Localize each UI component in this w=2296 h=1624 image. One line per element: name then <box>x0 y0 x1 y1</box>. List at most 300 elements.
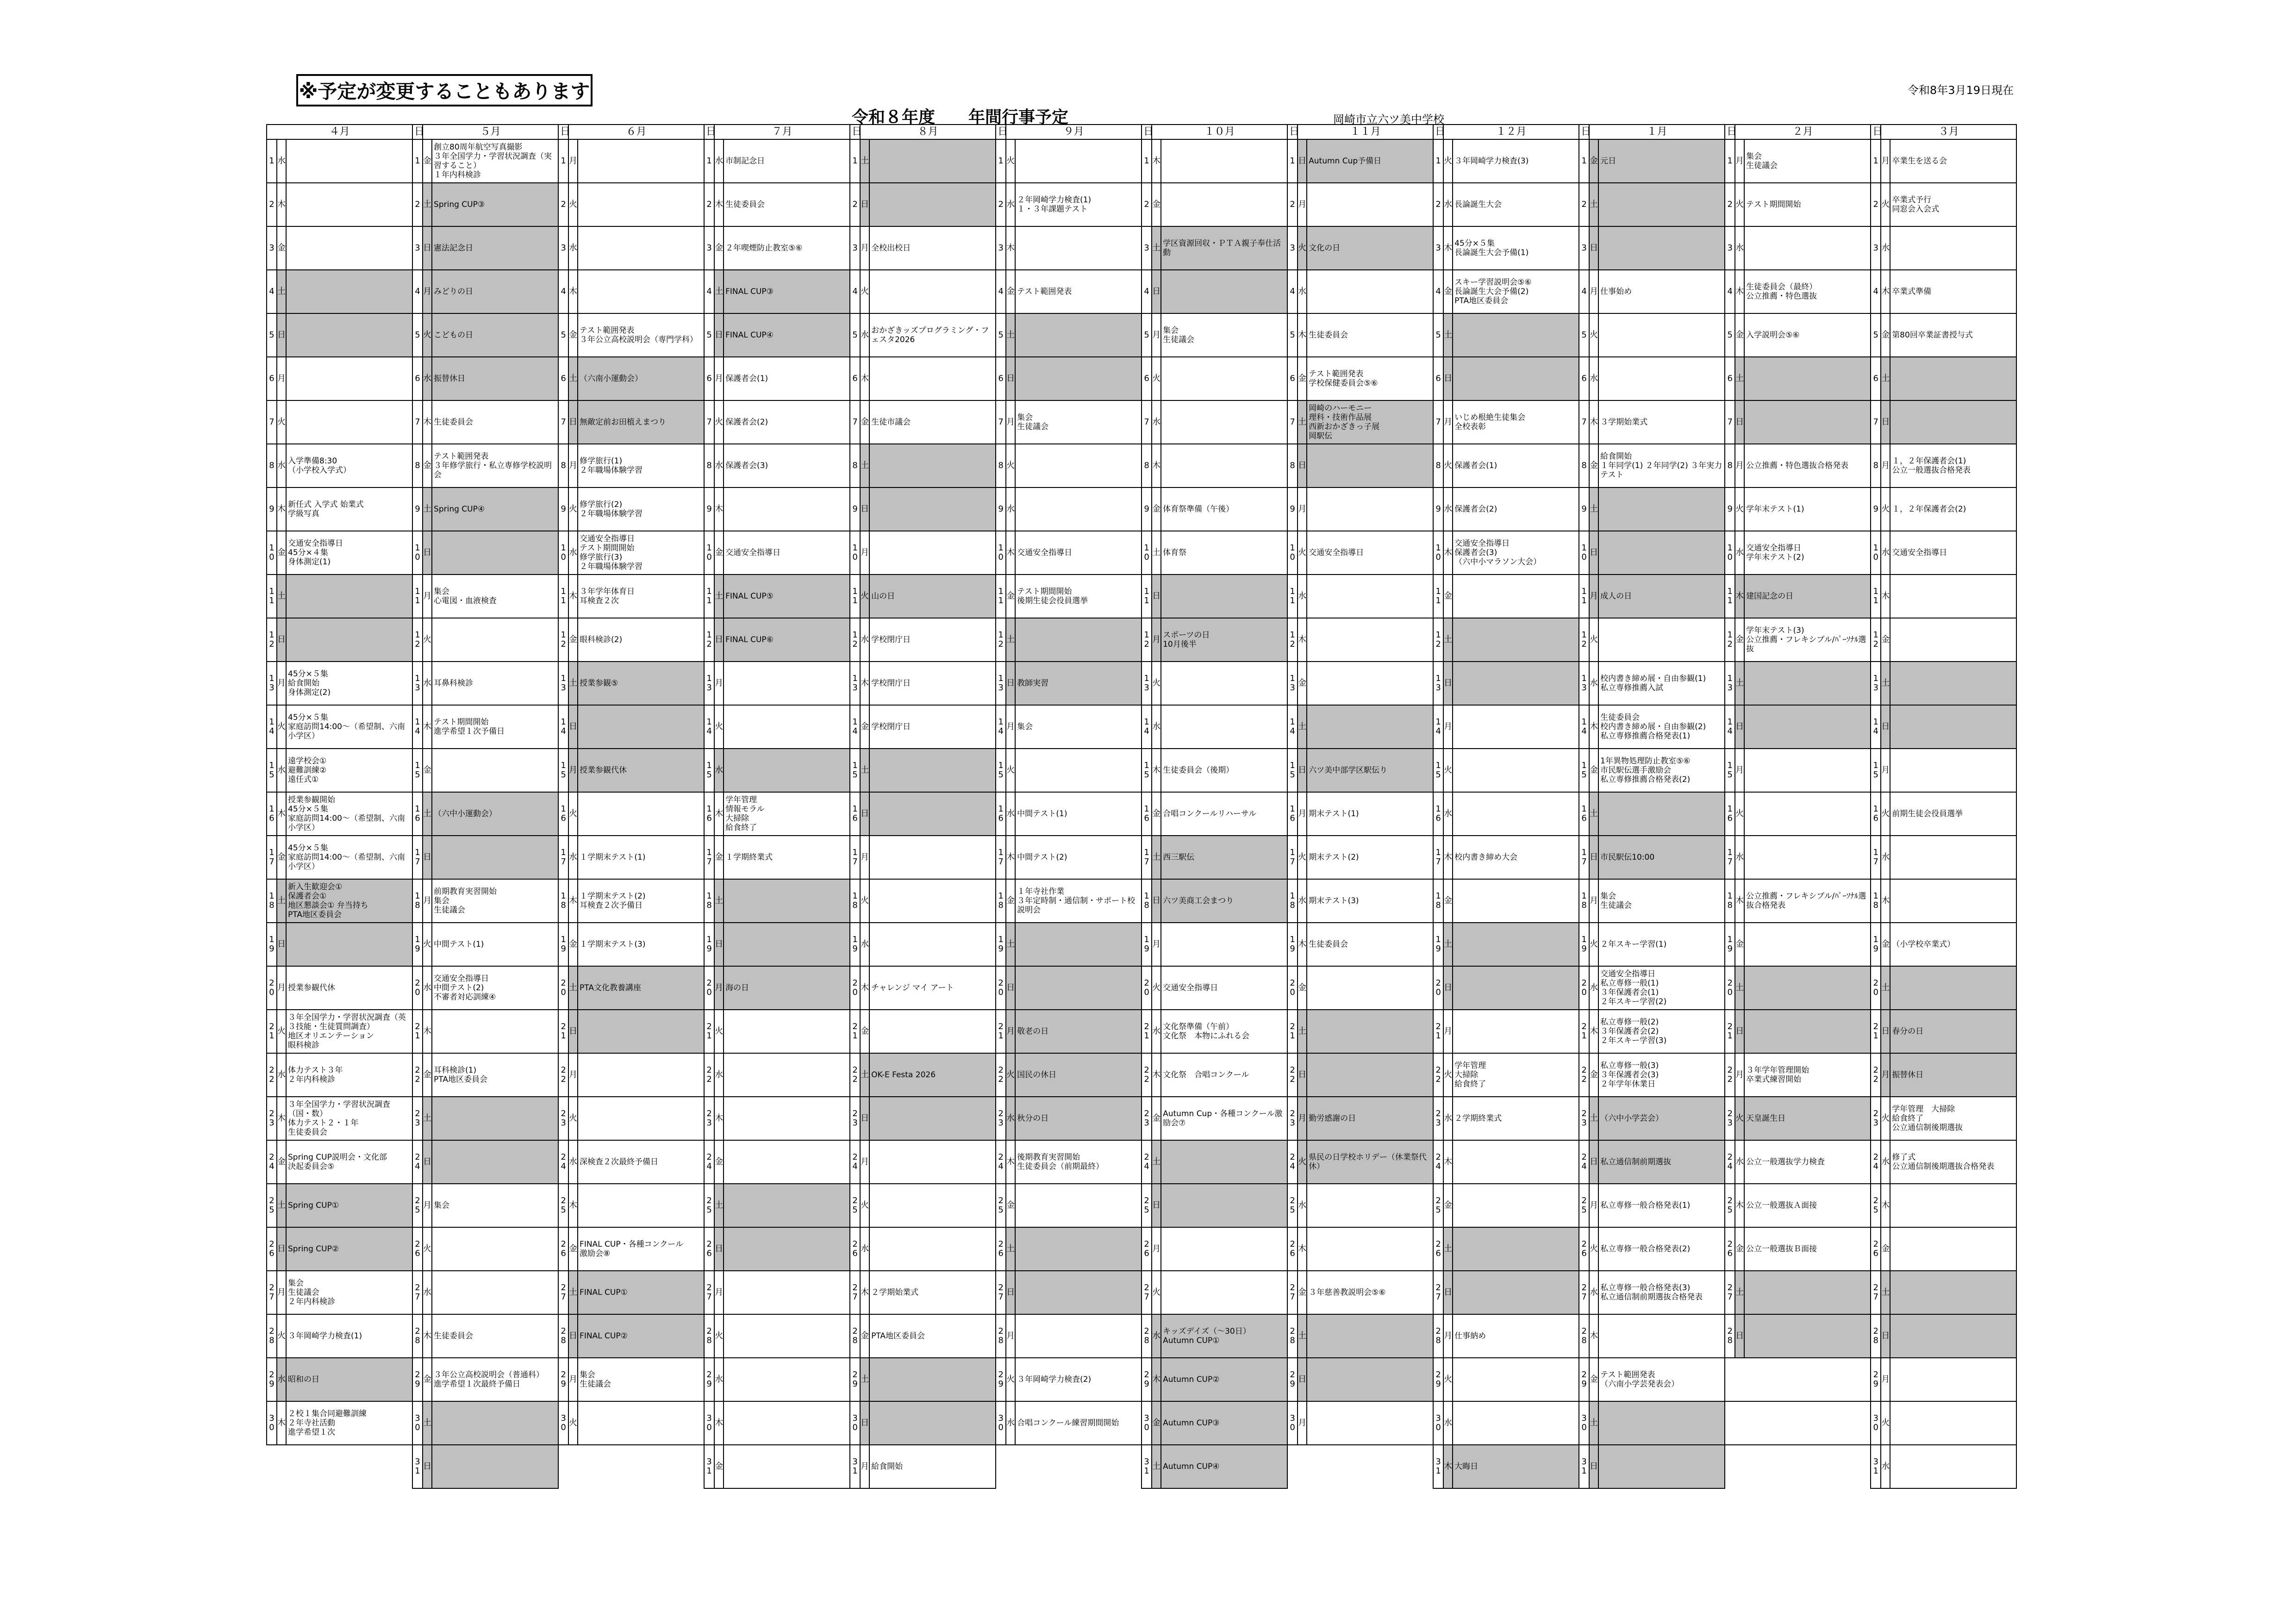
weekday-cell: 木 <box>1443 226 1453 270</box>
weekday-cell: 木 <box>423 705 432 749</box>
event-cell <box>724 1401 850 1445</box>
day-row <box>267 966 2016 1010</box>
date-cell: 28 <box>1287 1314 1298 1358</box>
date-cell: 16 <box>704 792 714 836</box>
weekday-cell: 日 <box>1589 226 1598 270</box>
event-cell <box>1453 879 1579 923</box>
weekday-cell: 日 <box>1881 1314 1890 1358</box>
date-cell: 22 <box>1433 1053 1443 1097</box>
weekday-cell: 土 <box>1589 792 1598 836</box>
day-header: 日 <box>1725 125 1735 139</box>
event-cell: テスト期間開始 <box>1744 183 1871 226</box>
event-cell <box>1598 618 1725 662</box>
day-header: 日 <box>1287 125 1298 139</box>
date-cell: 21 <box>558 1010 568 1053</box>
event-cell: 長論誕生大会 <box>1453 183 1579 226</box>
date-cell: 7 <box>996 400 1006 444</box>
weekday-cell: 木 <box>1298 1227 1307 1271</box>
event-cell: 前期生徒会役員選挙 <box>1890 792 2016 836</box>
event-cell: １年寺社作業 ３年定時制・通信制・サポート校説明会 <box>1015 879 1142 923</box>
date-cell: 8 <box>850 444 860 487</box>
event-cell: FINAL CUP① <box>578 1271 704 1314</box>
weekday-cell: 金 <box>1735 1227 1744 1271</box>
event-cell: Autumn Cup予備日 <box>1307 139 1433 183</box>
weekday-cell: 月 <box>423 270 432 313</box>
weekday-cell: 金 <box>1152 1401 1161 1445</box>
weekday-cell: 日 <box>1735 1314 1744 1358</box>
weekday-cell: 土 <box>1152 1140 1161 1184</box>
event-cell: 生徒委員会 校内書き締め展・自由参観(2) 私立専修推薦合格発表(1) <box>1598 705 1725 749</box>
event-cell: 大晦日 <box>1453 1445 1579 1488</box>
weekday-cell: 金 <box>1735 313 1744 357</box>
event-cell <box>724 1314 850 1358</box>
weekday-cell: 月 <box>860 226 869 270</box>
date-cell: 25 <box>1287 1184 1298 1227</box>
weekday-cell: 水 <box>277 139 286 183</box>
date-cell: 12 <box>1579 618 1589 662</box>
weekday-cell: 月 <box>1881 139 1890 183</box>
date-cell: 15 <box>1433 749 1443 792</box>
event-cell <box>1161 1184 1287 1227</box>
event-cell: ３年岡崎学力検査(1) <box>286 1314 412 1358</box>
date-cell: 19 <box>1871 923 1881 966</box>
event-cell <box>1307 618 1433 662</box>
date-cell: 26 <box>1433 1227 1443 1271</box>
date-cell: 28 <box>1871 1314 1881 1358</box>
date-cell: 7 <box>1433 400 1443 444</box>
weekday-cell: 水 <box>1443 183 1453 226</box>
weekday-cell: 金 <box>1298 662 1307 705</box>
date-cell: 2 <box>1725 183 1735 226</box>
event-cell: 中間テスト(2) <box>1015 836 1142 879</box>
event-cell: 生徒委員会 <box>724 183 850 226</box>
date-cell: 23 <box>996 1097 1006 1140</box>
weekday-cell: 土 <box>860 139 869 183</box>
event-cell <box>869 357 996 400</box>
date-cell: 11 <box>1725 575 1735 618</box>
date-cell: 18 <box>1287 879 1298 923</box>
event-cell: Autumn CUP③ <box>1161 1401 1287 1445</box>
weekday-cell: 金 <box>1589 1053 1598 1097</box>
event-cell: みどりの日 <box>432 270 558 313</box>
event-cell: ３年公立高校説明会（普通科） 進学希望１次最終予備日 <box>432 1358 558 1401</box>
empty-cell <box>1287 1445 1433 1488</box>
weekday-cell: 水 <box>860 618 869 662</box>
date-cell: 1 <box>1433 139 1443 183</box>
date-cell: 13 <box>267 662 277 705</box>
weekday-cell: 土 <box>277 575 286 618</box>
weekday-cell: 月 <box>860 531 869 575</box>
weekday-cell: 木 <box>1443 836 1453 879</box>
event-cell <box>1015 357 1142 400</box>
date-cell: 22 <box>1287 1053 1298 1097</box>
weekday-cell: 木 <box>423 1314 432 1358</box>
event-cell <box>869 139 996 183</box>
weekday-cell: 金 <box>1006 575 1015 618</box>
date-cell: 2 <box>704 183 714 226</box>
weekday-cell: 土 <box>423 792 432 836</box>
weekday-cell: 水 <box>1589 966 1598 1010</box>
date-cell: 6 <box>1142 357 1152 400</box>
weekday-cell: 火 <box>1006 1358 1015 1401</box>
weekday-cell: 金 <box>1443 575 1453 618</box>
weekday-cell: 土 <box>277 270 286 313</box>
event-cell: 新入生歓迎会① 保護者会① 地区懇談会① 弁当持ち PTA地区委員会 <box>286 879 412 923</box>
date-cell: 22 <box>1725 1053 1735 1097</box>
date-cell: 13 <box>1433 662 1443 705</box>
date-cell: 16 <box>996 792 1006 836</box>
weekday-cell: 土 <box>1589 1401 1598 1445</box>
event-cell: テスト範囲発表 （六南小学芸発表会） <box>1598 1358 1725 1401</box>
event-cell: 文化祭準備（午前） 文化祭 本物にふれる会 <box>1161 1010 1287 1053</box>
day-header: 日 <box>1433 125 1443 139</box>
date-cell: 3 <box>267 226 277 270</box>
event-cell: 西三駅伝 <box>1161 836 1287 879</box>
date-cell: 1 <box>558 139 568 183</box>
date-cell: 11 <box>1579 575 1589 618</box>
weekday-cell: 土 <box>860 444 869 487</box>
date-cell: 2 <box>1433 183 1443 226</box>
event-cell <box>1453 575 1579 618</box>
event-cell: 保護者会(1) <box>724 357 850 400</box>
event-cell <box>1453 1358 1579 1401</box>
weekday-cell: 火 <box>277 1314 286 1358</box>
event-cell <box>1890 1445 2016 1488</box>
event-cell: 交通安全指導日 45分×４集 身体測定(1) <box>286 531 412 575</box>
date-cell: 12 <box>1871 618 1881 662</box>
weekday-cell: 木 <box>714 487 724 531</box>
event-cell <box>1453 618 1579 662</box>
date-cell: 12 <box>1142 618 1152 662</box>
date-cell: 4 <box>850 270 860 313</box>
date-cell: 30 <box>1871 1401 1881 1445</box>
weekday-cell: 月 <box>714 966 724 1010</box>
weekday-cell: 火 <box>1443 139 1453 183</box>
event-cell <box>1453 662 1579 705</box>
date-cell: 29 <box>558 1358 568 1401</box>
weekday-cell: 火 <box>423 618 432 662</box>
event-cell: 市制記念日 <box>724 139 850 183</box>
weekday-cell: 月 <box>568 1358 578 1401</box>
date-cell: 21 <box>1725 1010 1735 1053</box>
date-cell: 28 <box>704 1314 714 1358</box>
event-cell <box>1890 879 2016 923</box>
weekday-cell: 木 <box>714 1401 724 1445</box>
event-cell: 交通安全指導日 保護者会(3) （六中小マラソン大会） <box>1453 531 1579 575</box>
date-cell: 6 <box>1871 357 1881 400</box>
weekday-cell: 土 <box>860 749 869 792</box>
event-cell: テスト範囲発表 学校保健委員会⑤⑥ <box>1307 357 1433 400</box>
date-cell: 10 <box>558 531 568 575</box>
weekday-cell: 金 <box>1881 1227 1890 1271</box>
date-cell: 8 <box>704 444 714 487</box>
date-cell: 13 <box>558 662 568 705</box>
weekday-cell: 金 <box>714 226 724 270</box>
event-cell <box>578 1053 704 1097</box>
weekday-cell: 日 <box>1443 662 1453 705</box>
weekday-cell: 火 <box>1152 1271 1161 1314</box>
date-cell: 5 <box>996 313 1006 357</box>
event-cell: 生徒委員会 <box>432 1314 558 1358</box>
date-cell: 5 <box>850 313 860 357</box>
date-cell: 24 <box>267 1140 277 1184</box>
weekday-cell: 水 <box>1443 1401 1453 1445</box>
date-cell: 11 <box>267 575 277 618</box>
empty-cell <box>1725 1358 1871 1401</box>
event-cell: 耳鼻科検診 <box>432 662 558 705</box>
date-cell: 10 <box>267 531 277 575</box>
weekday-cell: 金 <box>423 1358 432 1401</box>
date-cell: 13 <box>412 662 423 705</box>
date-cell: 26 <box>1725 1227 1735 1271</box>
weekday-cell: 日 <box>1589 836 1598 879</box>
date-cell: 22 <box>1142 1053 1152 1097</box>
weekday-cell: 木 <box>1152 139 1161 183</box>
header-row <box>267 125 2016 139</box>
date-cell: 11 <box>996 575 1006 618</box>
day-row <box>267 1314 2016 1358</box>
event-cell: 山の日 <box>869 575 996 618</box>
event-cell <box>1307 966 1433 1010</box>
weekday-cell: 水 <box>1298 879 1307 923</box>
weekday-cell: 金 <box>1589 444 1598 487</box>
weekday-cell: 金 <box>1735 618 1744 662</box>
date-cell: 26 <box>996 1227 1006 1271</box>
event-cell <box>1890 705 2016 749</box>
weekday-cell: 金 <box>1298 1271 1307 1314</box>
weekday-cell: 火 <box>1152 357 1161 400</box>
date-cell: 20 <box>412 966 423 1010</box>
event-cell <box>869 1401 996 1445</box>
date-cell: 30 <box>1287 1401 1298 1445</box>
date-cell: 15 <box>1579 749 1589 792</box>
date-cell: 1 <box>1287 139 1298 183</box>
event-cell <box>1453 1010 1579 1053</box>
weekday-cell: 月 <box>1006 705 1015 749</box>
date-cell: 29 <box>1287 1358 1298 1401</box>
event-cell: 深検査２次最終予備日 <box>578 1140 704 1184</box>
weekday-cell: 火 <box>423 313 432 357</box>
weekday-cell: 日 <box>860 487 869 531</box>
date-cell: 14 <box>1287 705 1298 749</box>
date-cell: 7 <box>1579 400 1589 444</box>
event-cell: 給食開始 １年同学(1) ２年同学(2) ３年実力テスト <box>1598 444 1725 487</box>
annual-schedule-table <box>266 124 2017 1489</box>
event-cell <box>578 1097 704 1140</box>
event-cell <box>1161 1227 1287 1271</box>
event-cell <box>1307 662 1433 705</box>
event-cell: 集会 生徒議会 <box>578 1358 704 1401</box>
event-cell <box>1161 357 1287 400</box>
weekday-cell: 水 <box>1006 792 1015 836</box>
weekday-cell: 日 <box>1006 966 1015 1010</box>
weekday-cell: 金 <box>860 1010 869 1053</box>
date-cell: 15 <box>1871 749 1881 792</box>
date-cell: 7 <box>1142 400 1152 444</box>
weekday-cell: 火 <box>1735 792 1744 836</box>
event-cell <box>1161 400 1287 444</box>
weekday-cell: 水 <box>1735 836 1744 879</box>
weekday-cell: 月 <box>1152 923 1161 966</box>
weekday-cell: 水 <box>714 749 724 792</box>
weekday-cell: 水 <box>1589 662 1598 705</box>
date-cell: 28 <box>1725 1314 1735 1358</box>
month-header: １月 <box>1589 125 1725 139</box>
date-cell: 13 <box>1579 662 1589 705</box>
day-row <box>267 444 2016 487</box>
date-cell: 15 <box>1287 749 1298 792</box>
event-cell <box>1015 139 1142 183</box>
date-cell: 27 <box>1725 1271 1735 1314</box>
day-row <box>267 618 2016 662</box>
event-cell: 私立専修一般合格発表(2) <box>1598 1227 1725 1271</box>
weekday-cell: 火 <box>1589 1227 1598 1271</box>
weekday-cell: 木 <box>1006 1140 1015 1184</box>
date-cell: 18 <box>1433 879 1443 923</box>
weekday-cell: 月 <box>1589 879 1598 923</box>
event-cell: 交通安全指導日 <box>1307 531 1433 575</box>
date-cell: 16 <box>267 792 277 836</box>
event-cell <box>1453 923 1579 966</box>
date-cell: 7 <box>704 400 714 444</box>
event-cell: 秋分の日 <box>1015 1097 1142 1140</box>
date-cell: 3 <box>1287 226 1298 270</box>
event-cell: ３年岡崎学力検査(2) <box>1015 1358 1142 1401</box>
weekday-cell: 水 <box>714 1358 724 1401</box>
event-cell <box>578 183 704 226</box>
date-cell: 25 <box>1871 1184 1881 1227</box>
date-cell: 19 <box>558 923 568 966</box>
weekday-cell: 日 <box>1443 966 1453 1010</box>
event-cell: 集会 生徒議会 <box>1598 879 1725 923</box>
weekday-cell: 火 <box>1006 749 1015 792</box>
event-cell <box>869 1010 996 1053</box>
date-cell: 22 <box>704 1053 714 1097</box>
day-row <box>267 313 2016 357</box>
event-cell <box>1744 400 1871 444</box>
date-cell: 12 <box>1725 618 1735 662</box>
event-cell <box>1015 749 1142 792</box>
event-cell: PTA文化教養講座 <box>578 966 704 1010</box>
month-header: ６月 <box>568 125 704 139</box>
date-cell: 23 <box>1871 1097 1881 1140</box>
date-cell: 23 <box>267 1097 277 1140</box>
weekday-cell: 水 <box>1735 1140 1744 1184</box>
event-cell: ３年学年管理開始 卒業式練習開始 <box>1744 1053 1871 1097</box>
date-cell: 31 <box>704 1445 714 1488</box>
event-cell <box>1744 749 1871 792</box>
date-cell: 20 <box>1287 966 1298 1010</box>
date-cell: 3 <box>1725 226 1735 270</box>
date-cell: 8 <box>267 444 277 487</box>
weekday-cell: 月 <box>423 575 432 618</box>
date-cell: 4 <box>1871 270 1881 313</box>
date-cell: 17 <box>1287 836 1298 879</box>
event-cell <box>1890 1227 2016 1271</box>
date-cell: 19 <box>267 923 277 966</box>
date-cell: 25 <box>1142 1184 1152 1227</box>
weekday-cell: 土 <box>423 1097 432 1140</box>
weekday-cell: 木 <box>1298 923 1307 966</box>
event-cell <box>1890 400 2016 444</box>
event-cell: FINAL CUP④ <box>724 313 850 357</box>
date-cell: 25 <box>267 1184 277 1227</box>
month-header: ４月 <box>267 125 412 139</box>
weekday-cell: 日 <box>423 226 432 270</box>
weekday-cell: 水 <box>1443 1097 1453 1140</box>
event-cell: 1年異物処理防止教室⑤⑥ 市民駅伝選手激励会 私立専修推薦合格発表(2) <box>1598 749 1725 792</box>
day-header: 日 <box>1871 125 1881 139</box>
weekday-cell: 木 <box>1881 270 1890 313</box>
date-cell: 16 <box>1871 792 1881 836</box>
event-cell: 45分×５集 給食開始 身体測定(2) <box>286 662 412 705</box>
event-cell <box>1015 487 1142 531</box>
event-cell: おかざきッズプログラミング・フェスタ2026 <box>869 313 996 357</box>
date-cell: 20 <box>1725 966 1735 1010</box>
event-cell: 体力テスト３年 ２年内科検診 <box>286 1053 412 1097</box>
event-cell <box>432 618 558 662</box>
weekday-cell: 日 <box>423 1140 432 1184</box>
date-cell: 17 <box>412 836 423 879</box>
weekday-cell: 金 <box>1589 1358 1598 1401</box>
weekday-cell: 金 <box>1881 923 1890 966</box>
date-cell: 8 <box>1871 444 1881 487</box>
weekday-cell: 土 <box>714 270 724 313</box>
date-cell: 7 <box>1725 400 1735 444</box>
date-cell: 28 <box>996 1314 1006 1358</box>
date-cell: 15 <box>558 749 568 792</box>
date-cell: 5 <box>704 313 714 357</box>
weekday-cell: 土 <box>568 662 578 705</box>
event-cell <box>432 1097 558 1140</box>
weekday-cell: 水 <box>1589 357 1598 400</box>
day-row <box>267 1140 2016 1184</box>
weekday-cell: 月 <box>1589 1184 1598 1227</box>
event-cell <box>1453 1140 1579 1184</box>
weekday-cell: 日 <box>1152 575 1161 618</box>
weekday-cell: 水 <box>1589 1271 1598 1314</box>
date-cell: 17 <box>558 836 568 879</box>
month-header: ５月 <box>423 125 558 139</box>
event-cell <box>1890 1358 2016 1401</box>
event-cell: 学年管理 大掃除 給食終了 公立通信制後期選抜 <box>1890 1097 2016 1140</box>
weekday-cell: 木 <box>1735 1184 1744 1227</box>
weekday-cell: 水 <box>423 966 432 1010</box>
date-cell: 27 <box>1142 1271 1152 1314</box>
weekday-cell: 火 <box>568 1401 578 1445</box>
event-cell: 市民駅伝10:00 <box>1598 836 1725 879</box>
event-cell: 授業参観開始 45分×５集 家庭訪問14:00～（希望制、六南小学区） <box>286 792 412 836</box>
date-cell: 23 <box>1287 1097 1298 1140</box>
weekday-cell: 火 <box>277 705 286 749</box>
event-cell: 学年末テスト(3) 公立推薦・フレキシブル/ﾊﾟｰｿﾅﾙ選抜 <box>1744 618 1871 662</box>
date-cell: 31 <box>1142 1445 1152 1488</box>
date-cell: 29 <box>267 1358 277 1401</box>
date-cell: 20 <box>850 966 860 1010</box>
weekday-cell: 木 <box>568 270 578 313</box>
weekday-cell: 月 <box>1298 1097 1307 1140</box>
date-cell: 27 <box>412 1271 423 1314</box>
weekday-cell: 火 <box>1298 531 1307 575</box>
date-cell: 11 <box>1433 575 1443 618</box>
date-cell: 28 <box>850 1314 860 1358</box>
weekday-cell: 木 <box>714 792 724 836</box>
event-cell: 私立専修一般合格発表(1) <box>1598 1184 1725 1227</box>
event-cell: 入学説明会⑤⑥ <box>1744 313 1871 357</box>
weekday-cell: 金 <box>1152 792 1161 836</box>
event-cell: 合唱コンクールリハーサル <box>1161 792 1287 836</box>
weekday-cell: 土 <box>714 1184 724 1227</box>
